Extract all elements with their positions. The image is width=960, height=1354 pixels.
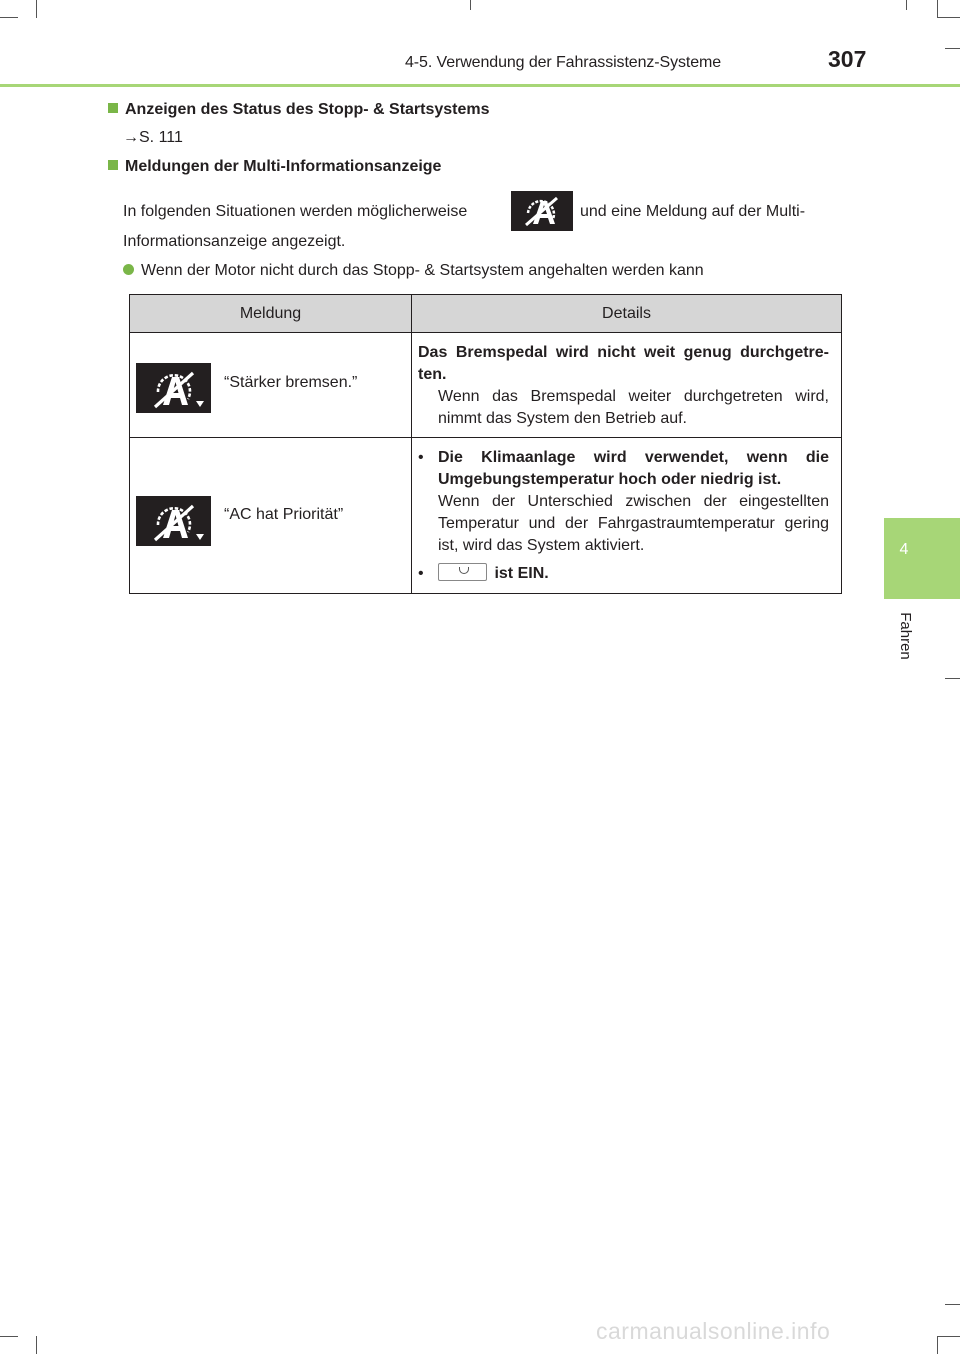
crop-mark (36, 1336, 37, 1354)
stop-start-off-icon (136, 363, 211, 413)
stop-start-off-icon (136, 496, 211, 546)
crop-mark (0, 17, 18, 18)
section-heading: Meldungen der Multi-Informationsanzeige (108, 158, 441, 176)
square-bullet-icon (108, 160, 118, 170)
crop-mark (945, 678, 960, 679)
windshield-defogger-button-icon (438, 563, 487, 581)
crop-mark (906, 0, 907, 10)
message-text: “Stärker bremsen.” (224, 374, 358, 391)
section-title: 4-5. Verwendung der Fahrassistenz-Systeme (405, 54, 722, 71)
detail-text: Das Bremspedal wird nicht weit genug durchgetre-ten. Wenn das Bremspedal weiter durchgetreten wird, nimmt das System den Betrieb auf. (418, 344, 829, 427)
column-header: Details (412, 295, 842, 333)
message-table (129, 294, 842, 594)
chapter-number: 4 (899, 541, 909, 558)
crop-mark (937, 17, 960, 18)
crop-mark (937, 0, 938, 18)
column-header: Meldung (130, 295, 412, 333)
bullet-item: Wenn der Motor nicht durch das Stopp- & Startsystem angehalten werden kann (123, 262, 704, 280)
stop-start-off-icon (511, 191, 573, 231)
table-row (130, 333, 842, 438)
intro-text-continued: und eine Meldung auf der Multi- (580, 203, 806, 220)
chapter-label: Fahren (897, 612, 914, 660)
header-rule (0, 84, 960, 87)
crop-mark (470, 0, 471, 10)
intro-text: In folgenden Situationen werden möglicherweise (123, 203, 468, 220)
message-text: “AC hat Priorität” (224, 506, 344, 523)
crop-mark (945, 48, 960, 49)
crop-mark (36, 0, 37, 18)
watermark: carmanualsonline.info (596, 1318, 831, 1344)
round-bullet-icon (123, 264, 134, 275)
intro-text-line2: Informationsanzeige angezeigt. (123, 233, 346, 250)
page-number: 307 (828, 46, 867, 72)
table-row (130, 438, 842, 594)
detail-text: • Die Klimaanlage wird verwendet, wenn die Umgebungstemperatur hoch oder niedrig ist. Wenn der Unterschied zwischen der eingestellten Temperatur und der Fahrgastraumtemperatur gering ist, wird das System aktiviert. • ist EIN. (418, 449, 829, 582)
crop-mark (937, 1336, 960, 1337)
section-heading: Anzeigen des Status des Stopp- & Startsystems (108, 101, 490, 119)
crop-mark (0, 1336, 18, 1337)
crop-mark (937, 1336, 938, 1354)
square-bullet-icon (108, 103, 118, 113)
arrow-right-icon: → (123, 129, 139, 146)
page-reference[interactable]: →S. 111 (123, 129, 183, 146)
crop-mark (945, 1304, 960, 1305)
